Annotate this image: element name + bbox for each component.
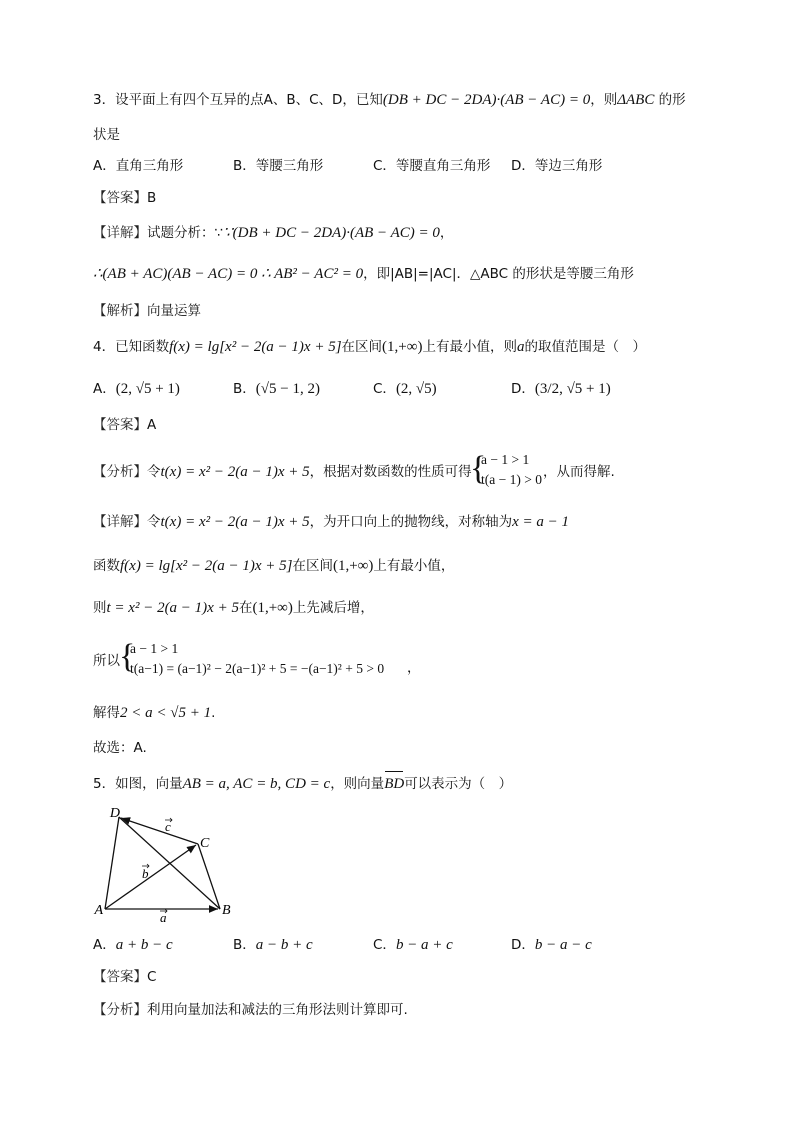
q4-option-b xyxy=(233,379,320,399)
q3-stem-text-c: 的形 xyxy=(658,92,686,108)
q5-option-d xyxy=(511,935,592,955)
q4-option-c-value: (2, √5) xyxy=(395,381,437,397)
q5-option-a-label: A． xyxy=(93,937,116,953)
q4-xj4-brace: { xyxy=(119,638,136,675)
q5-stem xyxy=(93,774,512,794)
q5-option-b-label: B． xyxy=(233,937,256,953)
answer-value: B xyxy=(147,190,157,206)
q5-fenxi-text: 利用向量加法和减法的三角形法则计算即可. xyxy=(147,1002,408,1018)
point-label-c: C xyxy=(200,836,210,851)
q3-stem-text-b: ，则 xyxy=(590,92,618,108)
q5-option-c-value: b − a + c xyxy=(395,937,453,953)
vector-c-arrow xyxy=(121,818,198,844)
q5-option-c-label: C． xyxy=(373,937,396,953)
q4-fenxi-brace: { xyxy=(470,450,487,487)
q4-xj1-text-a: 令 xyxy=(147,514,161,530)
q3-detail-text-a: 试题分析：∵ xyxy=(147,225,224,241)
q4-detail-line6: 故选：A. xyxy=(93,740,147,756)
segment-ad xyxy=(105,817,119,909)
vector-label-a: a xyxy=(160,910,167,925)
q5-figure xyxy=(90,800,240,925)
q3-stem-text-a: 3．设平面上有四个互异的点A、B、C、D，已知 xyxy=(93,92,383,108)
q4-answer xyxy=(93,415,156,435)
q5-stem-formula: AB = a, AC = b, CD = c xyxy=(182,776,331,792)
q4-xj4-system-line1: a − 1 > 1 xyxy=(130,641,179,656)
q4-fenxi-system-line2: t(a − 1) > 0 xyxy=(481,472,542,487)
q4-option-a-label: A． xyxy=(93,381,116,397)
q4-stem-text-a: 4．已知函数 xyxy=(93,339,170,355)
q4-xj5-text-b: . xyxy=(211,705,216,721)
q4-xj1-formula: t(x) = x² − 2(a − 1)x + 5 xyxy=(160,514,310,530)
fenxi-tag: 【分析】 xyxy=(93,464,147,480)
q4-option-a xyxy=(93,379,180,399)
q3-option-b: B．等腰三角形 xyxy=(233,158,324,174)
q5-answer xyxy=(93,967,156,987)
q4-stem-text-c: 上有最小值，则 xyxy=(422,339,517,355)
q3-stem-line1 xyxy=(93,90,686,110)
q5-stem-text-a: 5．如图，向量 xyxy=(93,776,183,792)
q4-option-d xyxy=(511,379,611,399)
q3-option-a: A．直角三角形 xyxy=(93,158,184,174)
q4-stem-text-d: 的取值范围是（ ） xyxy=(524,339,646,355)
vector-label-b: b xyxy=(142,866,149,881)
q4-option-d-value: (3/2, √5 + 1) xyxy=(534,381,611,397)
q4-fenxi-text-b: ，根据对数函数的性质可得 xyxy=(309,464,472,480)
q3-answer xyxy=(93,188,156,208)
q4-xj1-axis: x = a − 1 xyxy=(512,514,570,530)
q4-xj3-text-c: 上先减后增， xyxy=(292,600,374,616)
q5-option-b xyxy=(233,935,313,955)
q4-xj5-formula: 2 < a < √5 + 1 xyxy=(120,705,212,721)
q4-xj5-text-a: 解得 xyxy=(93,705,120,721)
q4-stem-text-b: 在区间 xyxy=(341,339,383,355)
q3-detail2-text: ，即|AB|=|AC|．△ABC 的形状是等腰三角形 xyxy=(363,266,634,282)
fenxi-tag: 【分析】 xyxy=(93,1002,147,1018)
detail-tag: 【详解】 xyxy=(93,514,147,530)
point-label-b: B xyxy=(222,903,231,918)
q4-fenxi-formula: t(x) = x² − 2(a − 1)x + 5 xyxy=(160,464,310,480)
analysis-value: 向量运算 xyxy=(147,303,201,319)
q4-xj3-formula: t = x² − 2(a − 1)x + 5 xyxy=(106,600,239,616)
vector-b-arrow xyxy=(105,845,196,909)
q5-stem-text-c: 可以表示为（ ） xyxy=(404,776,513,792)
q3-detail-formula: ∵(DB + DC − 2DA)·(AB − AC) = 0 xyxy=(223,225,440,241)
q4-fenxi-text-c: ，从而得解. xyxy=(543,464,615,480)
answer-value: A xyxy=(147,417,157,433)
q5-stem-text-b: ，则向量 xyxy=(330,776,385,792)
q4-detail-line5 xyxy=(93,703,215,723)
q4-detail-line3 xyxy=(93,598,374,618)
q3-stem-line2: 状是 xyxy=(93,127,120,143)
q4-stem-var: a xyxy=(516,339,525,355)
q4-xj2-interval: (1,+∞) xyxy=(332,558,374,574)
q3-stem-formula: (DB + DC − 2DA)·(AB − AC) = 0 xyxy=(382,92,591,108)
answer-value: C xyxy=(147,969,157,985)
q4-detail-line2 xyxy=(93,556,454,576)
q4-fenxi-system-line1: a − 1 > 1 xyxy=(481,452,530,467)
answer-tag: 【答案】 xyxy=(93,417,147,433)
q3-option-c: C．等腰直角三角形 xyxy=(373,158,491,174)
q4-option-c-label: C． xyxy=(373,381,396,397)
q5-option-d-value: b − a − c xyxy=(534,937,592,953)
q3-triangle-symbol: ΔABC xyxy=(617,92,655,108)
q4-xj2-text-b: 在区间 xyxy=(292,558,333,574)
q5-option-c xyxy=(373,935,453,955)
q5-option-a xyxy=(93,935,173,955)
q4-option-d-label: D． xyxy=(511,381,535,397)
answer-tag: 【答案】 xyxy=(93,969,147,985)
q4-fenxi-a xyxy=(93,462,472,482)
q3-detail-line1 xyxy=(93,223,453,243)
q4-xj3-interval: (1,+∞) xyxy=(252,600,293,616)
q4-detail-line4: 所以 xyxy=(93,653,120,669)
q4-fenxi-text-a: 令 xyxy=(147,464,161,480)
analysis-tag: 【解析】 xyxy=(93,303,147,319)
q5-stem-bd: BD xyxy=(384,776,405,792)
q4-stem-interval: (1,+∞) xyxy=(382,339,423,355)
q4-xj2-text-a: 函数 xyxy=(93,558,120,574)
q3-detail-text-b: ， xyxy=(439,225,454,241)
q4-stem xyxy=(93,337,646,357)
q4-stem-formula: f(x) = lg[x² − 2(a − 1)x + 5] xyxy=(169,339,342,355)
point-label-a: A xyxy=(94,903,103,918)
vector-label-c: c xyxy=(165,819,171,834)
q4-option-c xyxy=(373,379,437,399)
q3-option-d: D．等边三角形 xyxy=(511,158,603,174)
q5-option-d-label: D． xyxy=(511,937,535,953)
q3-analysis xyxy=(93,301,201,321)
q5-option-b-value: a − b + c xyxy=(255,937,313,953)
q4-xj2-formula: f(x) = lg[x² − 2(a − 1)x + 5] xyxy=(120,558,293,574)
q3-detail2-formula: ∴(AB + AC)(AB − AC) = 0 ∴ AB² − AC² = 0 xyxy=(93,266,364,282)
q4-xj3-text-a: 则 xyxy=(93,600,107,616)
answer-tag: 【答案】 xyxy=(93,190,147,206)
q5-fenxi xyxy=(93,1000,408,1020)
point-label-d: D xyxy=(109,806,120,821)
q4-xj2-text-c: 上有最小值， xyxy=(373,558,455,574)
detail-tag: 【详解】 xyxy=(93,225,147,241)
q4-option-a-value: (2, √5 + 1) xyxy=(115,381,180,397)
q5-option-a-value: a + b − c xyxy=(115,937,173,953)
q3-detail-line2 xyxy=(93,264,634,284)
q4-xj3-text-b: 在 xyxy=(238,600,253,616)
q4-detail-line1 xyxy=(93,512,569,532)
q4-xj1-text-b: ，为开口向上的抛物线，对称轴为 xyxy=(309,514,513,530)
q4-xj4-text-b: ， xyxy=(407,660,421,676)
q4-option-b-value: (√5 − 1, 2) xyxy=(255,381,320,397)
q4-option-b-label: B． xyxy=(233,381,256,397)
q4-xj4-system-line2: t(a−1) = (a−1)² − 2(a−1)² + 5 = −(a−1)² + 5 > 0 xyxy=(130,661,385,676)
